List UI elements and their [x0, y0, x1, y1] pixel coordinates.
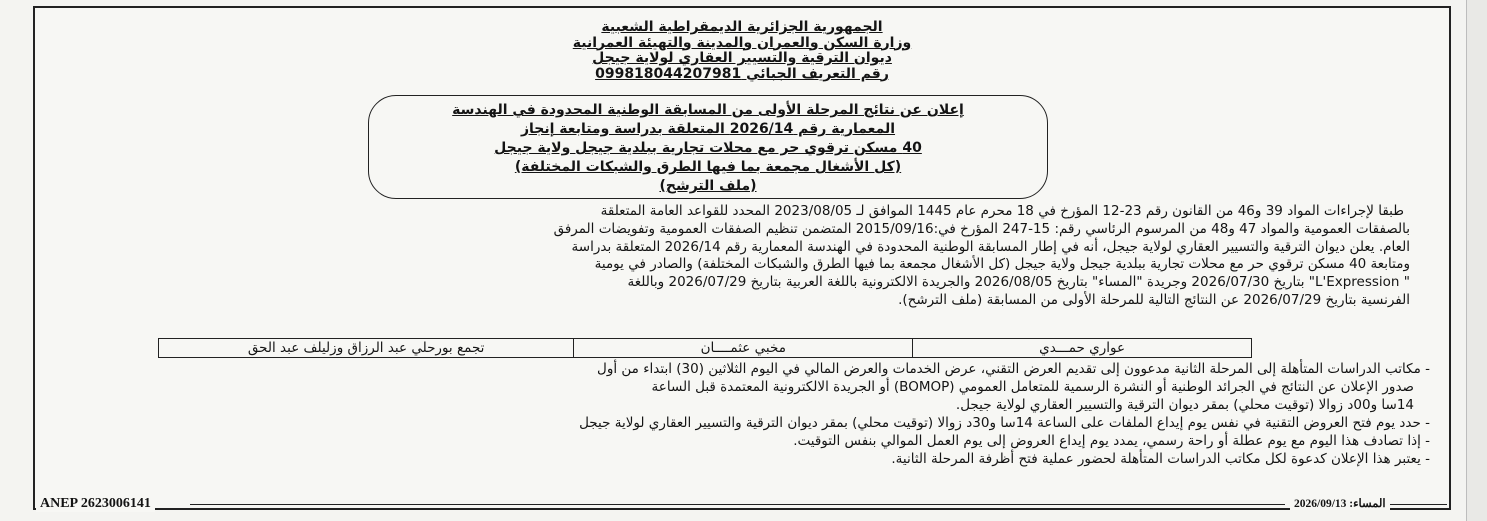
tax-id: رقم التعريف الجبائي 099818044207981 [595, 65, 889, 82]
page-edge [1466, 0, 1487, 521]
candidate-cell: مخبي عثمــــان [574, 339, 913, 358]
list-item-continuation: 14سا و00د زوالا (توقيت محلي) بمقر ديوان الترقية والتسيير العقاري لولاية جيجل. [955, 397, 1414, 413]
list-item-continuation: صدور الإعلان عن النتائج في الجرائد الوطنية أو النشرة الرسمية للمتعامل العمومي (BOMOP) أو الجريدة الالكترونية المعتمدة قبل الساعة [651, 379, 1414, 395]
letterhead [35, 20, 1449, 82]
announcement-line: 40 مسكن ترقوي حر مع محلات تجارية ببلدية جيجل ولاية جيجل [494, 140, 922, 156]
office-title: ديوان الترقية والتسيير العقاري لولاية جيجل [592, 50, 892, 66]
announcement-line: (كل الأشغال مجمعة بما فيها الطرق والشبكات المختلفة) [514, 159, 902, 175]
body-line: بالصفقات العمومية والمواد 47 و48 من المرسوم الرئاسي رقم: 15-247 المؤرخ في:2015/09/16 المتضمن تنظيم الصفقات العمومية وتفويضات المرفق [553, 220, 1410, 237]
table-row [159, 339, 1252, 358]
ministry-title: وزارة السكن والعمران والمدينة والتهيئة العمرانية [572, 34, 912, 51]
announcement-line: إعلان عن نتائج المرحلة الأولى من المسابقة الوطنية المحدودة في الهندسة [452, 102, 964, 118]
footer-rule [190, 504, 1285, 505]
list-item: - إذا تصادف هذا اليوم مع يوم عطلة أو راحة رسمي، يمدد يوم إيداع العروض إلى يوم العمل الموالي بنفس التوقيت. [793, 433, 1430, 449]
list-item: - يعتبر هذا الإعلان كدعوة لكل مكاتب الدراسات المتأهلة لحضور عملية فتح أظرفة المرحلة الثانية. [891, 451, 1430, 467]
body-line: طبقا لإجراءات المواد 39 و46 من القانون رقم 23-12 المؤرخ في 18 محرم عام 1445 الموافق لـ 2023/08/05 المحدد للقواعد العامة المتعلقة [600, 203, 1404, 219]
candidates-table [158, 338, 1252, 358]
republic-title: الجمهورية الجزائرية الديمقراطية الشعبية [601, 19, 883, 35]
publication-date: المساء: 2026/09/13 [1290, 496, 1390, 510]
candidate-cell: عواري حمـــدي [913, 339, 1252, 358]
conditions-list [60, 360, 1430, 468]
candidate-cell: تجمع بورحلي عبد الرزاق وزليلف عبد الحق [159, 339, 574, 358]
list-item: - مكاتب الدراسات المتأهلة إلى المرحلة الثانية مدعوون إلى تقديم العرض التقني، عرض الخدمات والعرض المالي في اليوم الثلاثين (30) ابتداء من أول [597, 361, 1430, 377]
body-paragraph [58, 203, 1410, 310]
anep-reference: ANEP 2623006141 [36, 496, 155, 512]
body-line: " L'Expression" بتاريخ 2026/07/30 وجريدة "المساء" بتاريخ 2026/08/05 والجريدة الالكترونية باللغة العربية بتاريخ 2026/07/29 وباللغة [627, 274, 1410, 291]
list-item: - حدد يوم فتح العروض التقنية في نفس يوم إيداع الملفات على الساعة 14سا و30د زوالا (توقيت محلي) بمقر ديوان الترقية والتسيير العقاري لولاية جيجل [579, 415, 1430, 431]
body-line: ومتابعة 40 مسكن ترقوي حر مع محلات تجارية ببلدية جيجل ولاية جيجل (كل الأشغال مجمعة بما فيها الطرق والشبكات المختلفة) والصادر في يومية [594, 256, 1410, 273]
announcement-box [368, 95, 1048, 199]
footer-rule-right [1390, 504, 1447, 505]
body-line: الفرنسية بتاريخ 2026/07/29 عن النتائج التالية للمرحلة الأولى من المسابقة (ملف الترشح). [898, 291, 1410, 308]
body-line: العام. يعلن ديوان الترقية والتسيير العقاري لولاية جيجل، أنه في إطار المسابقة الوطنية المحدودة في الهندسة المعمارية رقم 2026/14 المتعلقة بدراسة [571, 238, 1410, 255]
announcement-line: (ملف الترشح) [659, 178, 757, 194]
announcement-line: المعمارية رقم 2026/14 المتعلقة بدراسة ومتابعة إنجاز [520, 121, 896, 137]
